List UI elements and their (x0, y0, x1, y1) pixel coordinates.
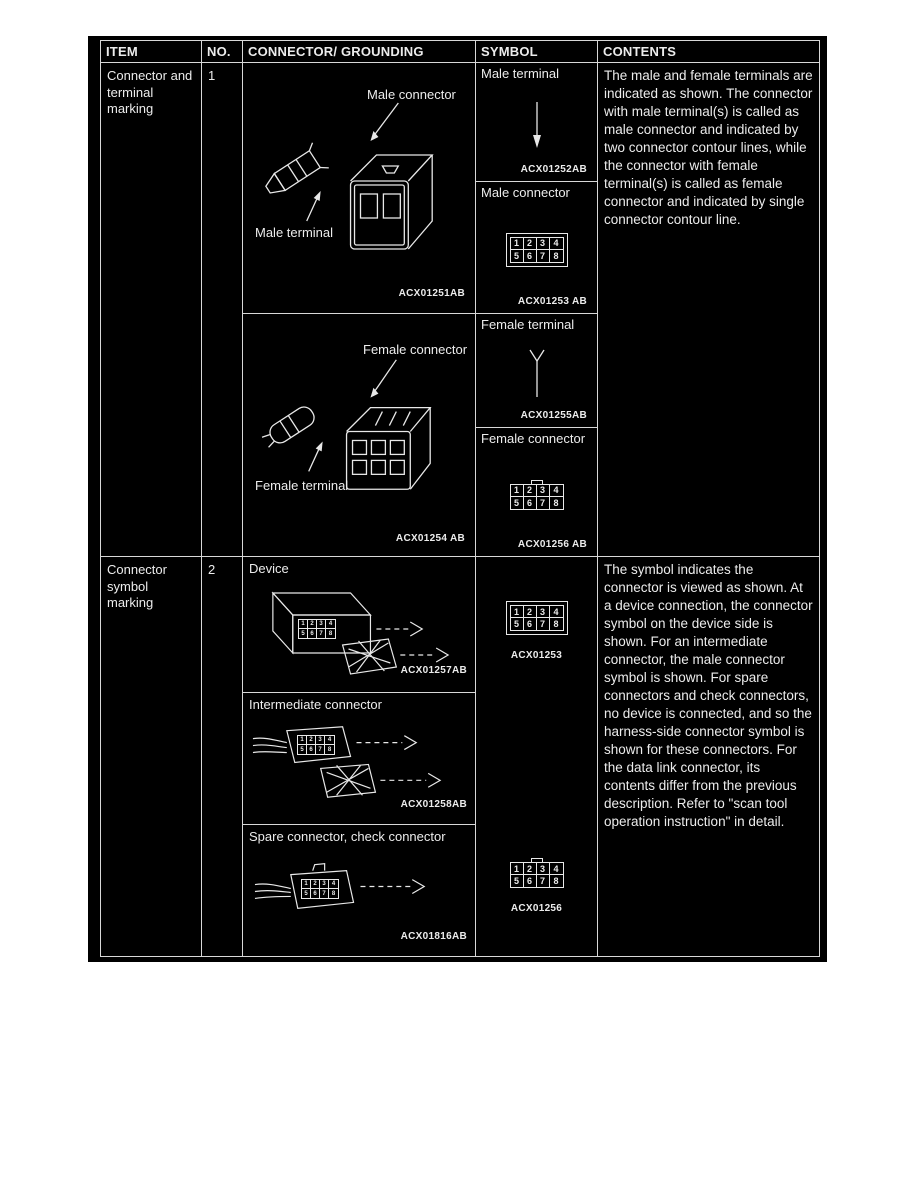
pin-number: 2 (311, 880, 320, 889)
pin-number: 1 (302, 880, 311, 889)
pin-grid (297, 735, 335, 755)
pin-number: 7 (320, 889, 329, 898)
figure-caption: ACX01251AB (398, 288, 465, 299)
col-header-item: ITEM (106, 44, 138, 59)
contents-cell (597, 557, 819, 956)
female-terminal-symbol (517, 347, 557, 399)
pin-number: 5 (298, 745, 307, 754)
manual-page-sheet (88, 36, 827, 962)
symbol-title: Male connector (481, 185, 570, 200)
pin-number: 3 (316, 736, 325, 745)
figure-title: Intermediate connector (249, 697, 382, 712)
pin-grid (510, 605, 564, 631)
figure-caption: ACX01255AB (520, 410, 587, 421)
pin-number: 6 (524, 875, 537, 887)
pin-number: 1 (299, 620, 308, 629)
figure-caption: ACX01258AB (400, 799, 467, 810)
table-row (101, 556, 819, 956)
pin-number: 4 (325, 736, 334, 745)
pin-number: 8 (553, 250, 559, 261)
spare-symbol-group (476, 857, 597, 914)
female-terminal-symbol-cell (476, 313, 597, 427)
item-cell: Connector and terminal marking (107, 68, 193, 116)
male-connector-symbol (506, 233, 568, 267)
figure-caption: ACX01254 AB (395, 533, 465, 544)
pin-number: 5 (302, 889, 311, 898)
pin-number: 2 (524, 863, 537, 875)
pin-number: 7 (537, 875, 550, 887)
figure-title: Spare connector, check connector (249, 829, 446, 844)
pin-number: 4 (326, 620, 335, 629)
male-connector-figure (243, 63, 475, 313)
pin-number: 1 (298, 736, 307, 745)
pin-number: 5 (511, 618, 524, 630)
contents-text: The symbol indicates the connector is viewed as shown. At a device connection, the connector symbol on the device side is shown. For an intermediate connector, the male connector symbol is shown. For spare connectors and check connectors, no device is connected, and so the harness-side connector symbol is shown for these connectors. For the data link connector, its contents differ from the previous description. Refer to "scan tool operation instruction" in detail. (604, 562, 813, 829)
pin-number: 4 (550, 485, 563, 497)
female-terminal-drawing (260, 404, 318, 451)
row-number-cell: 2 (201, 557, 242, 956)
table-row (101, 62, 819, 556)
figure-caption: ACX01252AB (520, 164, 587, 175)
pin-number: 3 (320, 880, 329, 889)
view-arrowhead (428, 773, 440, 787)
pin-grid (510, 237, 564, 263)
female-connector-figure (243, 313, 475, 556)
pin-grid (301, 879, 339, 899)
pin-grid (298, 619, 336, 639)
pin-number: 5 (511, 875, 524, 887)
row-number-cell: 1 (201, 63, 242, 556)
figure-caption: ACX01256 (510, 903, 563, 914)
male-connector-symbol (506, 601, 568, 635)
figure-title: Device (249, 561, 289, 576)
pin-number: 1 (511, 485, 524, 497)
pin-number: 8 (553, 497, 559, 508)
connector-grounding-cell (242, 63, 475, 556)
view-arrowhead (412, 880, 424, 894)
female-connector-symbol (510, 862, 564, 888)
contents-cell (597, 63, 819, 556)
symbol-title: Female terminal (481, 317, 575, 332)
part-label: Female connector (363, 342, 468, 357)
figure-caption: ACX01816AB (400, 931, 467, 942)
pin-number: 2 (524, 238, 537, 250)
female-connector-symbol-cell (476, 427, 597, 556)
pin-number: 4 (550, 606, 563, 618)
figure-caption: ACX01257AB (400, 665, 467, 676)
pin-number: 8 (327, 746, 332, 753)
pin-number: 5 (511, 497, 524, 509)
terminal-label: Female terminal (255, 478, 349, 493)
part-label: Male connector (367, 87, 456, 102)
pin-number: 1 (511, 238, 524, 250)
pin-number: 8 (553, 619, 559, 629)
pin-number: 6 (311, 889, 320, 898)
pin-number: 2 (524, 485, 537, 497)
pin-number: 2 (307, 736, 316, 745)
pin-number: 6 (524, 250, 537, 262)
symbol-title: Female connector (481, 431, 586, 446)
pin-number: 4 (550, 238, 563, 250)
pin-number: 7 (317, 629, 326, 638)
pin-number: 8 (553, 876, 559, 886)
col-header-contents: CONTENTS (597, 41, 819, 62)
male-connector-symbol-cell (476, 181, 597, 313)
view-arrowhead (404, 736, 416, 750)
female-connector-symbol (510, 484, 564, 510)
col-header-connector-grounding: CONNECTOR/ GROUNDING (242, 41, 475, 62)
spare-connector-figure (243, 824, 475, 956)
pin-number: 4 (550, 863, 563, 875)
pin-number: 3 (537, 238, 550, 250)
terminal-label: Male terminal (255, 225, 334, 240)
device-symbol-group (476, 601, 597, 661)
item-cell: Connector symbol marking (107, 562, 167, 610)
pin-number: 6 (524, 497, 537, 509)
figure-caption: ACX01253 AB (517, 296, 587, 307)
pin-number: 1 (511, 606, 524, 618)
contents-text: The male and female terminals are indicated as shown. The connector with male terminal(s) is called as male connector and indicated by two connector contour lines, while the connector with female terminal(s) is called as female connector and indicated by single connector contour line. (604, 68, 813, 227)
male-terminal-symbol (517, 98, 557, 150)
pin-number: 6 (308, 629, 317, 638)
view-arrowhead (436, 648, 448, 662)
pin-number: 7 (537, 497, 550, 509)
connector-grounding-cell (242, 557, 475, 956)
connector-marking-table (100, 40, 820, 957)
pin-number: 2 (524, 606, 537, 618)
figure-caption: ACX01253 (510, 650, 563, 661)
pin-number: 7 (316, 745, 325, 754)
pin-number: 6 (307, 745, 316, 754)
symbol-cell (475, 557, 597, 956)
male-terminal-symbol-cell (476, 63, 597, 181)
pin-number: 5 (511, 250, 524, 262)
pin-number: 4 (329, 880, 338, 889)
pin-number: 3 (317, 620, 326, 629)
pin-number: 2 (308, 620, 317, 629)
pin-number: 3 (537, 863, 550, 875)
pin-number: 3 (537, 606, 550, 618)
col-header-symbol: SYMBOL (475, 41, 597, 62)
table-header-row (101, 41, 819, 62)
symbol-title: Male terminal (481, 66, 560, 81)
pin-number: 8 (331, 890, 336, 897)
device-figure (243, 557, 475, 692)
pin-number: 7 (537, 250, 550, 262)
pin-number: 5 (299, 629, 308, 638)
pin-number: 8 (328, 630, 333, 637)
figure-caption: ACX01256 AB (517, 539, 587, 550)
pin-number: 6 (524, 618, 537, 630)
pin-number: 7 (537, 618, 550, 630)
pin-number: 3 (537, 485, 550, 497)
intermediate-connector-figure (243, 692, 475, 824)
col-header-no: NO. (201, 41, 242, 62)
view-arrowhead (410, 622, 422, 636)
symbol-cell (475, 63, 597, 556)
pin-number: 1 (511, 863, 524, 875)
